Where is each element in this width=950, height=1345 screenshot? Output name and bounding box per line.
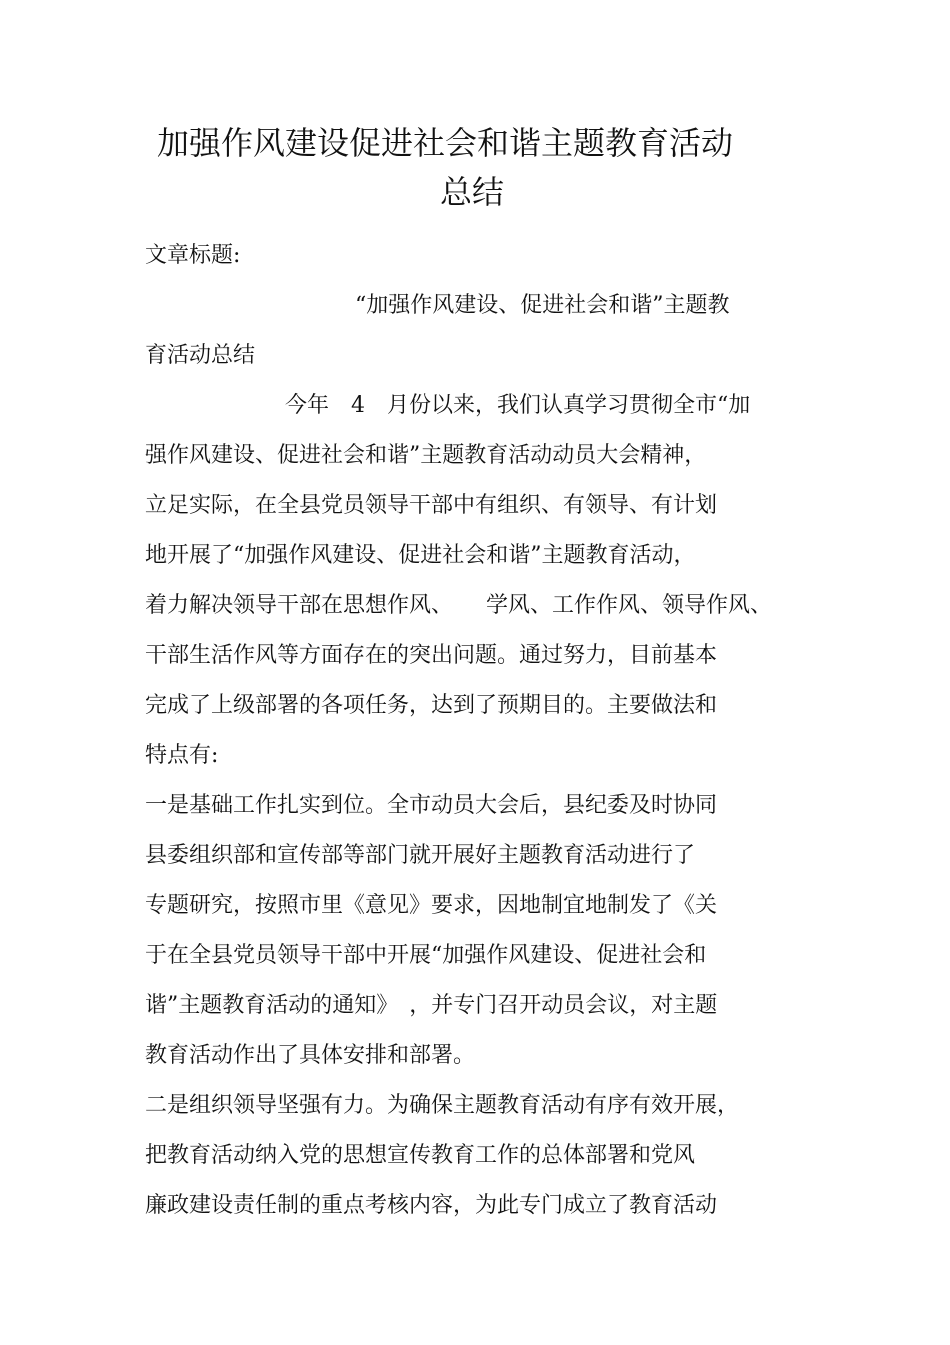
body-line: 专题研究，按照市里《意见》要求，因地制宜地制发了《关 — [145, 893, 718, 918]
body-line: 立足实际，在全县党员领导干部中有组织、有领导、有计划 — [145, 493, 718, 518]
body-line: 干部生活作风等方面存在的突出问题。通过努力，目前基本 — [145, 643, 718, 668]
body-line-subtitle-1: “加强作风建设、促进社会和谐”主题教 — [355, 293, 730, 318]
body-line: 教育活动作出了具体安排和部署。 — [145, 1043, 476, 1068]
body-line: 一是基础工作扎实到位。全市动员大会后，县纪委及时协同 — [145, 793, 718, 818]
body-line: 谐”主题教育活动的通知》 ，并专门召开动员会议，对主题 — [145, 993, 718, 1018]
body-line: 县委组织部和宣传部等部门就开展好主题教育活动进行了 — [145, 843, 696, 868]
body-line: 着力解决领导干部在思想作风、 学风、工作作风、领导作风、 — [145, 593, 773, 618]
body-line: 把教育活动纳入党的思想宣传教育工作的总体部署和党风 — [145, 1143, 696, 1168]
document-title-line-2: 总结 — [440, 173, 505, 211]
body-line: 强作风建设、促进社会和谐”主题教育活动动员大会精神， — [145, 443, 707, 468]
body-line: 廉政建设责任制的重点考核内容，为此专门成立了教育活动 — [145, 1193, 718, 1218]
body-line: 二是组织领导坚强有力。为确保主题教育活动有序有效开展， — [145, 1093, 740, 1118]
document-title-line-1: 加强作风建设促进社会和谐主题教育活动 — [157, 124, 734, 162]
body-line: 地开展了“加强作风建设、促进社会和谐”主题教育活动， — [145, 543, 696, 568]
body-line-label: 文章标题: — [145, 243, 241, 268]
body-line: 特点有: — [145, 743, 219, 768]
body-line: 于在全县党员领导干部中开展“加强作风建设、促进社会和 — [145, 943, 707, 968]
body-line-paragraph-start: 今年 4 月份以来，我们认真学习贯彻全市“加 — [285, 393, 751, 418]
body-line-subtitle-2: 育活动总结 — [145, 343, 256, 368]
body-line: 完成了上级部署的各项任务，达到了预期目的。主要做法和 — [145, 693, 718, 718]
